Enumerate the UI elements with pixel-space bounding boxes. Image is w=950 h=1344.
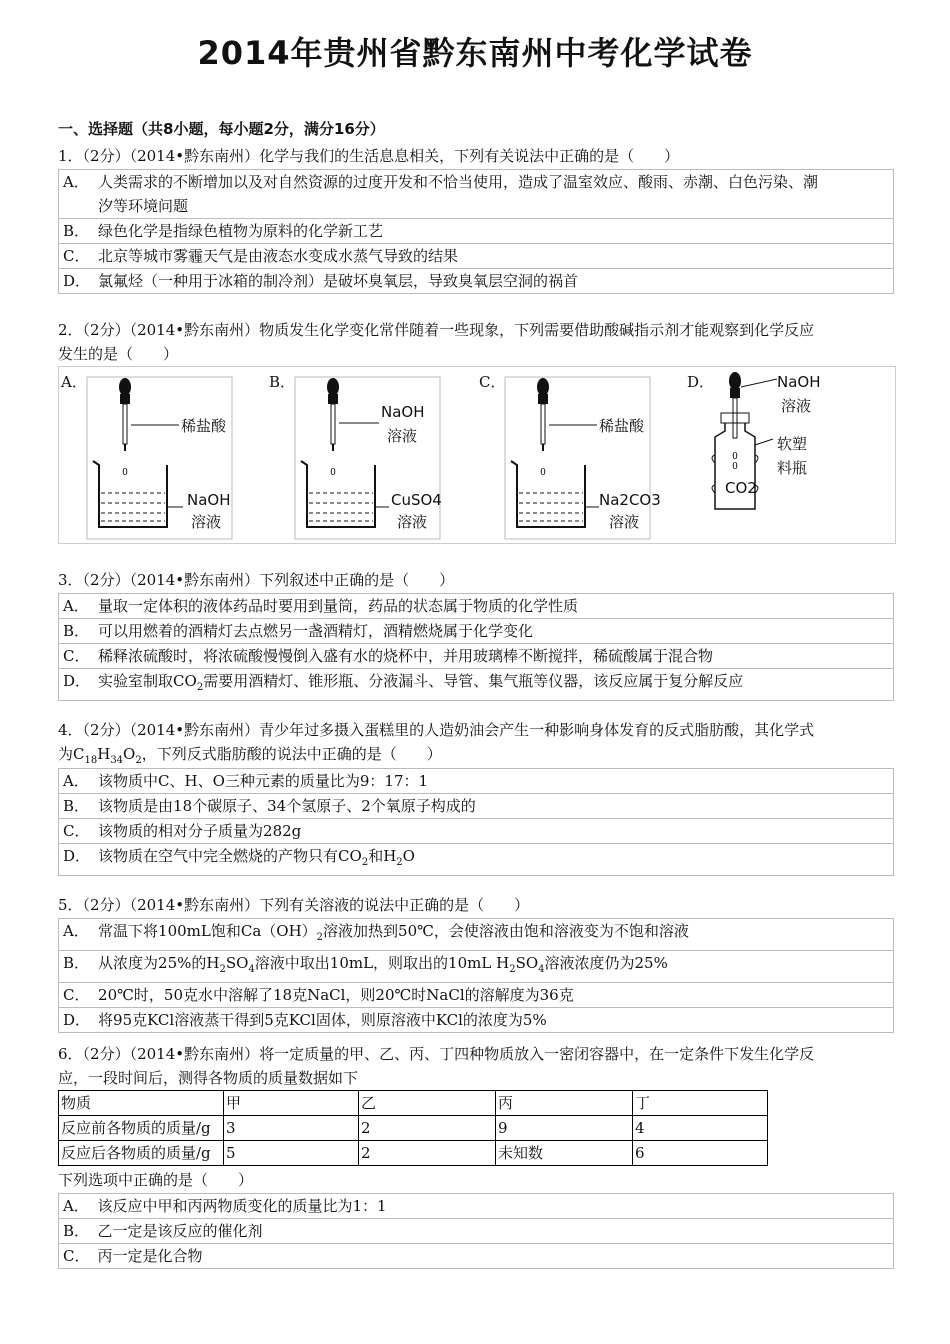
svg-text:0: 0 xyxy=(732,462,738,472)
question-3-stem: 3．（2分）（2014•黔东南州）下列叙述中正确的是（ ） xyxy=(58,571,455,589)
option-a[interactable]: A． 量取一定体积的液体药品时要用到量筒，药品的状态属于物质的化学性质 xyxy=(59,594,894,619)
mass-data-table xyxy=(58,1090,768,1166)
svg-text:0: 0 xyxy=(122,468,128,478)
figure-d[interactable]: D． 0 0 NaOH 溶液 软塑 料瓶 CO2 xyxy=(685,367,893,543)
option-d[interactable]: D． 该物质在空气中完全燃烧的产物只有$CO_2$和$H_2O$ xyxy=(59,844,894,876)
option-c[interactable]: C． 稀释浓硫酸时，将浓硫酸慢慢倒入盛有水的烧杯中，并用玻璃棒不断搅拌，稀硫酸属于混合物 xyxy=(59,644,894,669)
svg-text:0: 0 xyxy=(540,468,546,478)
question-5-options xyxy=(58,918,894,1033)
option-c[interactable]: C． 北京等城市雾霾天气是由液态水变成水蒸气导致的结果 xyxy=(59,244,894,269)
option-b[interactable]: B． 从浓度为25%的$H_2SO_4$溶液中取出10mL，则取出的10mL $H_2SO_4$溶液浓度仍为25% xyxy=(59,951,894,983)
option-c[interactable]: C． 20℃时，50克水中溶解了18克NaCl，则20℃时NaCl的溶解度为36克 xyxy=(59,983,894,1008)
section-heading: 一、选择题（共8小题，每小题2分，满分16分） xyxy=(58,120,385,138)
option-a[interactable]: A． 该反应中甲和丙两物质变化的质量比为1：1 xyxy=(59,1194,894,1219)
option-d[interactable]: D． 实验室制取$CO_2$需要用酒精灯、锥形瓶、分液漏斗、导管、集气瓶等仪器，该反应属于复分解反应 xyxy=(59,669,894,701)
option-b[interactable]: B． 可以用燃着的酒精灯去点燃另一盏酒精灯，酒精燃烧属于化学变化 xyxy=(59,619,894,644)
question-6-prompt: 下列选项中正确的是（ ） xyxy=(58,1171,254,1189)
option-b[interactable]: B． 绿色化学是指绿色植物为原料的化学新工艺 xyxy=(59,219,894,244)
option-d[interactable]: D． 氯氟烃（一种用于冰箱的制冷剂）是破坏臭氧层，导致臭氧层空洞的祸首 xyxy=(59,269,894,294)
question-2-stem: 2．（2分）（2014•黔东南州）物质发生化学变化常伴随着一些现象，下列需要借助酸碱指示剂才能观察到化学反应 发生的是（ ） xyxy=(58,321,815,363)
dropper-beaker-diagram-icon xyxy=(267,367,477,543)
option-a[interactable]: A． 常温下将100mL饱和$Ca(OH)_2$溶液加热到50℃，会使溶液由饱和溶液变为不饱和溶液 xyxy=(59,919,894,951)
question-2-figures xyxy=(58,366,896,544)
dropper-beaker-diagram-icon xyxy=(59,367,267,543)
option-d[interactable]: D． 将95克KCl溶液蒸干得到5克KCl固体，则原溶液中KCl的浓度为5% xyxy=(59,1008,894,1033)
svg-text:0: 0 xyxy=(732,452,738,462)
svg-text:0: 0 xyxy=(330,468,336,478)
table-row: 物质 甲 乙 丙 丁 xyxy=(59,1091,768,1116)
figure-c[interactable]: C． 0 稀盐酸 Na2CO3 溶液 xyxy=(477,367,685,543)
table-row: 反应前各物质的质量/g 3 2 9 4 xyxy=(59,1116,768,1141)
question-6-stem: 6．（2分）（2014•黔东南州）将一定质量的甲、乙、丙、丁四种物质放入一密闭容器中，在一定条件下发生化学反 应，一段时间后，测得各物质的质量数据如下 xyxy=(58,1045,815,1087)
question-1-stem: 1．（2分）（2014•黔东南州）化学与我们的生活息息相关，下列有关说法中正确的是（ ） xyxy=(58,147,680,165)
figure-a[interactable]: A． 0 稀盐酸 NaOH 溶液 xyxy=(59,367,267,543)
question-1-options xyxy=(58,169,894,294)
question-4-stem: 4．（2分）（2014•黔东南州）青少年过多摄入蛋糕里的人造奶油会产生一种影响身体发育的反式脂肪酸，其化学式 为$C_{18}H_{34}O_2$，下列反式脂肪酸的说法中正确的是（ ） xyxy=(58,721,815,766)
question-4-options xyxy=(58,768,894,876)
plastic-bottle-diagram-icon xyxy=(685,367,893,543)
option-a[interactable]: A． 人类需求的不断增加以及对自然资源的过度开发和不恰当使用，造成了温室效应、酸雨、赤潮、白色污染、潮 汐等环境问题 xyxy=(59,170,894,219)
question-3-options xyxy=(58,593,894,701)
question-5-stem: 5．（2分）（2014•黔东南州）下列有关溶液的说法中正确的是（ ） xyxy=(58,896,530,914)
table-row: 反应后各物质的质量/g 5 2 未知数 6 xyxy=(59,1141,768,1166)
option-c[interactable]: C． 该物质的相对分子质量为282g xyxy=(59,819,894,844)
option-c[interactable]: C． 丙一定是化合物 xyxy=(59,1244,894,1269)
dropper-beaker-diagram-icon xyxy=(477,367,685,543)
option-a[interactable]: A． 该物质中C、H、O三种元素的质量比为9：17：1 xyxy=(59,769,894,794)
question-6-options xyxy=(58,1193,894,1269)
option-b[interactable]: B． 乙一定是该反应的催化剂 xyxy=(59,1219,894,1244)
page-title: 2014年贵州省黔东南州中考化学试卷 xyxy=(197,34,753,72)
option-b[interactable]: B． 该物质是由18个碳原子、34个氢原子、2个氧原子构成的 xyxy=(59,794,894,819)
figure-b[interactable]: B． 0 NaOH 溶液 CuSO4 溶液 xyxy=(267,367,477,543)
